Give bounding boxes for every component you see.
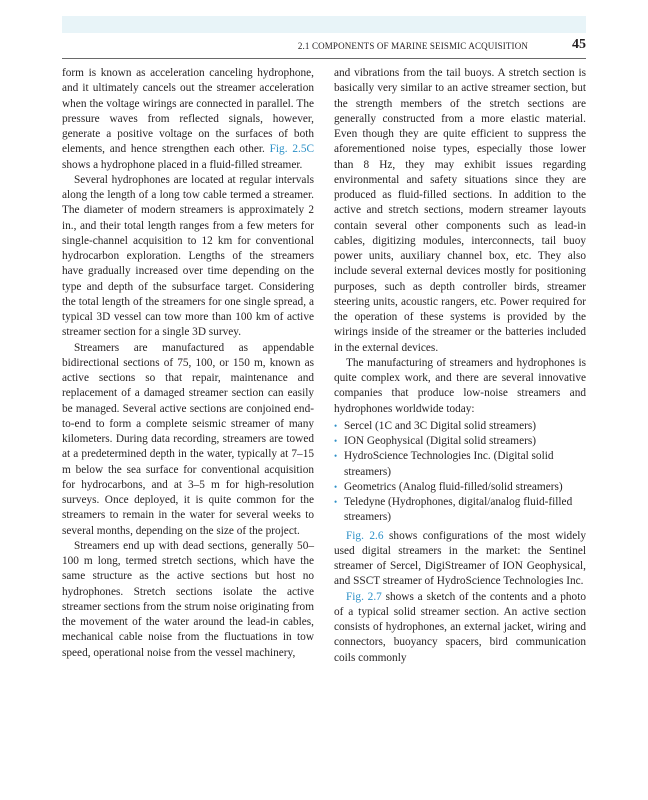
right-paragraph-3 xyxy=(334,529,586,590)
left-paragraph-2: Several hydrophones are located at regular intervals along the length of a long tow cable termed a streamer. The diameter of modern streamers is approximately 2 in., and their total length ranges from a few meters for single-channel acquisition to 12 km for conventional hydrocarbon exploration. Lengths of the streamers have gradually increased over time depending on the type and depth of the subsurface target. Considering the total length of the streamers for one single spread, a typical 3D vessel can tow more than 100 km of active streamer section for a single 3D survey. xyxy=(62,173,314,339)
paragraph-text: shows a hydrophone placed in a fluid-filled streamer. xyxy=(62,158,303,171)
list-item xyxy=(334,434,586,449)
list-item-text: HydroScience Technologies Inc. (Digital solid streamers) xyxy=(344,450,554,478)
header-rule xyxy=(62,58,586,59)
right-column xyxy=(334,66,586,666)
figure-link-2-5c[interactable]: Fig. 2.5C xyxy=(269,143,314,156)
left-paragraph-3: Streamers are manufactured as appendable bidirectional sections of 75, 100, or 150 m, known as active sections so that repair, maintenance and replacement of a damaged streamer section can easily be managed. Several active sections are conjoined end-to-end to form a complete seismic streamer of many kilometers. During data recording, streamers are towed at a predetermined depth in the water, typically at 7–15 m below the sea surface for conventional acquisition for hydrocarbons, and at 3–5 m for high-resolution surveys. Once deployed, it is quite common for the streamers to remain in the water for several weeks to several months, depending on the size of the project. xyxy=(62,341,314,537)
bullet-icon: • xyxy=(334,497,338,507)
list-item-text: ION Geophysical (Digital solid streamers) xyxy=(344,435,536,447)
header-band xyxy=(62,16,586,33)
bullet-icon: • xyxy=(334,436,338,446)
right-paragraph-2: The manufacturing of streamers and hydrophones is quite complex work, and there are several innovative companies that produce low-noise streamers and hydrophones worldwide today: xyxy=(334,356,586,415)
figure-link-2-6[interactable]: Fig. 2.6 xyxy=(346,529,384,542)
paragraph-text: shows a sketch of the contents and a photo of a typical solid streamer section. An active section consists of hydrophones, an external jacket, wiring and connectors, buoyancy spacers, bird communication coils commonly xyxy=(334,590,586,664)
page-number: 45 xyxy=(572,37,586,52)
list-item xyxy=(334,495,586,526)
right-paragraph-4 xyxy=(334,590,586,666)
list-item xyxy=(334,419,586,434)
running-head-title: 2.1 COMPONENTS OF MARINE SEISMIC ACQUISITION xyxy=(297,41,528,51)
figure-link-2-7[interactable]: Fig. 2.7 xyxy=(346,590,382,603)
left-paragraph-1 xyxy=(62,66,314,173)
left-column xyxy=(62,66,314,661)
bullet-icon: • xyxy=(334,451,338,462)
list-item-text: Teledyne (Hydrophones, digital/analog fluid-filled streamers) xyxy=(344,496,573,524)
running-head xyxy=(62,38,586,56)
list-item xyxy=(334,480,586,495)
left-paragraph-4: Streamers end up with dead sections, generally 50–100 m long, termed stretch sections, which have the same structure as the active sections but host no hydrophones. Stretch sections isolate the active streamer sections from the strum noise originating from the movement of the water around the lead-in cables, mechanical cable noise from the fluctuations in tow speed, operational noise from the vessel machinery, xyxy=(62,539,314,659)
company-list xyxy=(334,419,586,526)
paragraph-text: shows configurations of the most widely used digital streamers in the market: the Sentinel streamer of Sercel, DigiStreamer of ION Geophysical, and SSCT streamer of HydroScience Technologies Inc. xyxy=(334,529,586,588)
right-paragraph-1: and vibrations from the tail buoys. A stretch section is basically very similar to an active streamer section, but the strength members of the stretch sections are generally constructed from a more elastic material. Even though they are quite efficient to suppress the aforementioned noise types, especially those lower than 8 Hz, they may exhibit issues regarding environmental and safety situations since they are produced as fluid-filled sections. In addition to the active and stretch sections, modern streamer layouts contain several other components such as lead-in cables, digitizing modules, interconnects, tail buoy power units, auxiliary channel box, etc. They also include several external devices mostly for positioning purposes, such as depth controller birds, streamer steering units, acoustic rangers, etc. Power required for the operation of these systems is provided by the wirings inside of the streamer or the batteries included in the external devices. xyxy=(334,67,586,354)
list-item xyxy=(334,449,586,480)
list-item-text: Geometrics (Analog fluid-filled/solid streamers) xyxy=(344,480,563,493)
list-item-text: Sercel (1C and 3C Digital solid streamers) xyxy=(344,419,537,432)
bullet-icon: • xyxy=(334,481,338,492)
paragraph-text: form is known as acceleration canceling hydrophone, and it ultimately cancels out the streamer acceleration when the voltage wirings are connected in parallel. The pressure waves from reflected signals, however, generate a positive voltage on the surfaces of both elements, and hence strengthen each other. xyxy=(62,67,314,156)
bullet-icon: • xyxy=(334,420,338,431)
